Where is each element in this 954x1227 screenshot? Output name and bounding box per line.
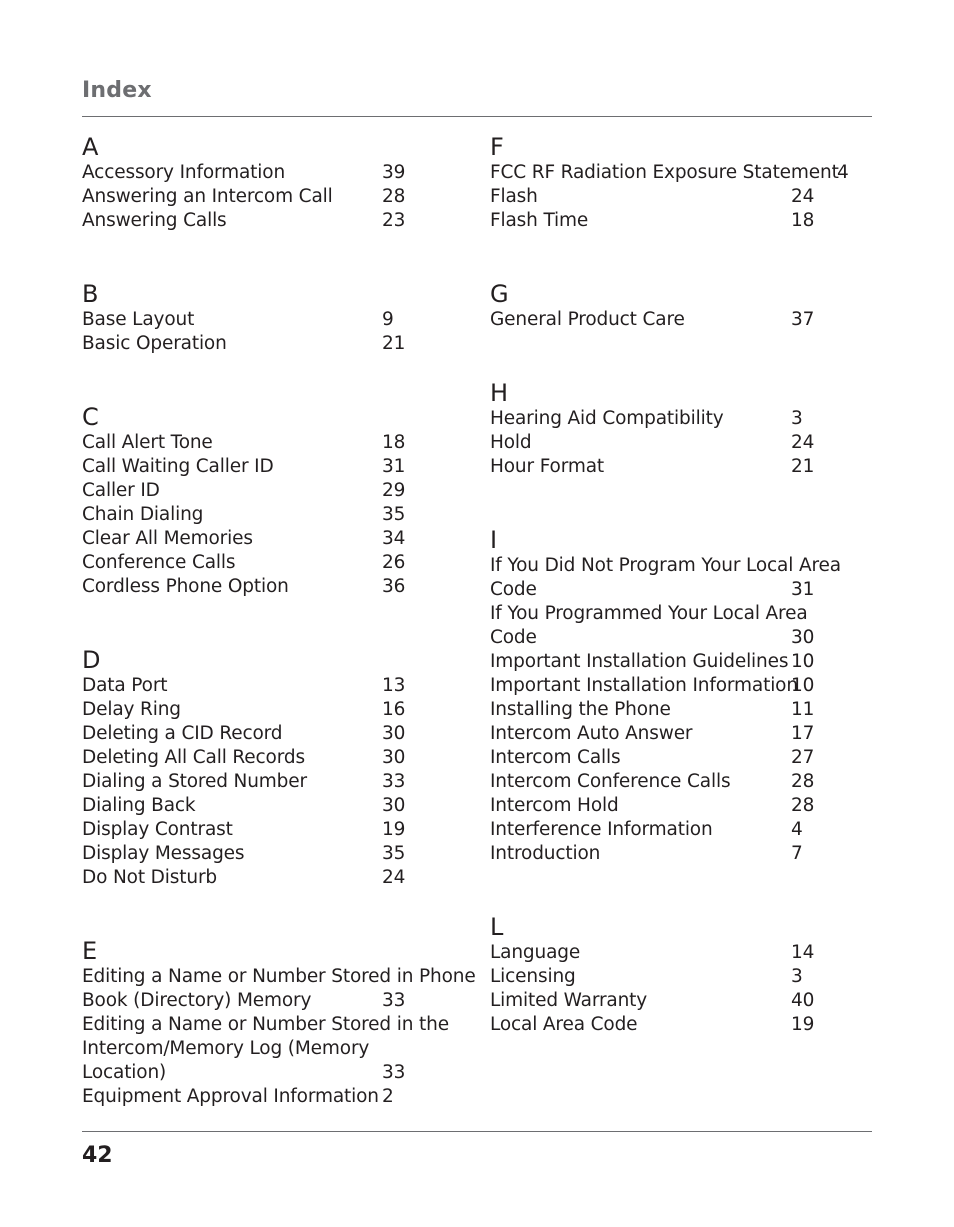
entry-term: If You Did Not Program Your Local Area [490,555,841,576]
entry-term: Flash Time [490,210,589,231]
entry-page-number: 9 [382,309,394,330]
entry-term: Introduction [490,843,601,864]
entry-page-number: 3 [791,966,803,987]
index-entry [490,455,860,479]
index-entry [82,722,462,746]
index-entry [490,602,860,626]
index-column-left [82,131,476,1109]
index-entry [490,161,860,185]
entry-page-number: 29 [382,480,406,501]
entry-page-number: 28 [791,795,815,816]
entry-term: Flash [490,186,538,207]
entry-term: Equipment Approval Information [82,1086,379,1107]
index-section-d [82,644,462,890]
index-entry [490,1013,860,1037]
entry-term: Data Port [82,675,168,696]
index-entry [490,818,860,842]
entry-term: Deleting All Call Records [82,747,305,768]
index-entry [82,503,462,527]
entry-term: Location) [82,1062,167,1083]
index-entry [82,989,462,1013]
entry-page-number: 30 [791,627,815,648]
index-section-g [490,278,860,332]
entry-term: Important Installation Guidelines [490,651,789,672]
entry-term: Conference Calls [82,552,236,573]
entry-term: Intercom Hold [490,795,619,816]
entry-page-number: 33 [382,1062,406,1083]
section-letter: B [82,280,99,308]
index-section-b [82,278,462,356]
entry-page-number: 13 [382,675,406,696]
index-entry [82,479,462,503]
entry-term: Intercom Conference Calls [490,771,731,792]
entry-page-number: 24 [791,186,815,207]
index-entry [490,674,860,698]
entry-page-number: 28 [791,771,815,792]
section-letter: G [490,280,509,308]
section-letter: C [82,403,99,431]
entry-term: Dialing a Stored Number [82,771,307,792]
index-section-i [490,524,860,866]
entry-page-number: 16 [382,699,406,720]
entry-term: Intercom Calls [490,747,621,768]
index-entry [490,650,860,674]
index-section-h [490,377,860,479]
entry-page-number: 10 [791,651,815,672]
section-letter: H [490,379,509,407]
entry-term: Answering an Intercom Call [82,186,333,207]
index-entry [490,185,860,209]
entry-term: If You Programmed Your Local Area [490,603,808,624]
entry-term: Book (Directory) Memory [82,990,312,1011]
entry-page-number: 37 [791,309,815,330]
entry-term: Delay Ring [82,699,181,720]
index-entry [490,308,860,332]
index-entry [82,209,462,233]
entry-term: Editing a Name or Number Stored in Phone [82,966,476,987]
entry-term: Licensing [490,966,576,987]
entry-page-number: 14 [791,942,815,963]
index-section-c [82,401,462,599]
entry-page-number: 4 [837,162,849,183]
index-section-l [490,911,860,1037]
index-entry [82,698,462,722]
index-section-a [82,131,462,233]
entry-term: Intercom Auto Answer [490,723,693,744]
section-letter: F [490,133,504,161]
index-section-f [490,131,860,233]
entry-page-number: 4 [791,819,803,840]
entry-term: Hearing Aid Compatibility [490,408,724,429]
page-number: 42 [82,1143,113,1168]
index-entry [82,770,462,794]
entry-page-number: 40 [791,990,815,1011]
index-entry [490,578,860,602]
index-entry [82,866,462,890]
index-entry [82,332,462,356]
page-header-title: Index [82,78,152,103]
entry-term: Clear All Memories [82,528,253,549]
entry-term: Hour Format [490,456,604,477]
entry-page-number: 21 [382,333,406,354]
section-letter: E [82,937,98,965]
entry-term: Language [490,942,581,963]
entry-term: Hold [490,432,532,453]
entry-page-number: 35 [382,504,406,525]
entry-page-number: 27 [791,747,815,768]
index-entry [82,431,462,455]
index-entry [82,185,462,209]
entry-term: Call Alert Tone [82,432,213,453]
index-entry [82,527,462,551]
entry-page-number: 39 [382,162,406,183]
index-entry [490,770,860,794]
index-entry [82,1085,462,1109]
entry-term: Local Area Code [490,1014,638,1035]
index-entry [490,431,860,455]
index-entry [82,965,476,989]
entry-page-number: 33 [382,771,406,792]
section-letter: L [490,913,504,941]
section-letter: D [82,646,101,674]
entry-page-number: 19 [791,1014,815,1035]
index-entry [490,698,860,722]
entry-page-number: 26 [382,552,406,573]
entry-term: Display Messages [82,843,245,864]
entry-page-number: 36 [382,576,406,597]
entry-page-number: 11 [791,699,815,720]
entry-page-number: 33 [382,990,406,1011]
index-entry [490,626,860,650]
entry-term: Installing the Phone [490,699,671,720]
footer-divider [82,1131,872,1132]
entry-term: Intercom/Memory Log (Memory [82,1038,370,1059]
index-entry [82,842,462,866]
index-entry [82,575,462,599]
entry-term: Answering Calls [82,210,227,231]
index-section-e [82,935,476,1109]
entry-term: Code [490,627,537,648]
entry-term: Interference Information [490,819,713,840]
entry-term: Display Contrast [82,819,233,840]
index-entry [490,722,860,746]
entry-term: Important Installation Information [490,675,798,696]
index-entry [490,407,860,431]
index-entry [82,1037,462,1061]
entry-page-number: 31 [382,456,406,477]
entry-page-number: 10 [791,675,815,696]
entry-term: Deleting a CID Record [82,723,283,744]
entry-term: General Product Care [490,309,685,330]
entry-page-number: 30 [382,723,406,744]
index-entry [82,794,462,818]
index-entry [82,551,462,575]
entry-term: Call Waiting Caller ID [82,456,274,477]
entry-page-number: 28 [382,186,406,207]
section-letter: I [490,526,498,554]
entry-term: Cordless Phone Option [82,576,289,597]
index-entry [82,455,462,479]
entry-page-number: 19 [382,819,406,840]
entry-term: Code [490,579,537,600]
entry-term: Editing a Name or Number Stored in the [82,1014,449,1035]
entry-term: Base Layout [82,309,195,330]
entry-page-number: 31 [791,579,815,600]
index-entry [490,965,860,989]
index-entry [490,941,860,965]
index-entry [490,554,860,578]
index-entry [82,1061,462,1085]
index-entry [82,746,462,770]
entry-page-number: 3 [791,408,803,429]
header-divider [82,116,872,117]
entry-page-number: 34 [382,528,406,549]
entry-page-number: 35 [382,843,406,864]
entry-term: Caller ID [82,480,160,501]
entry-term: Accessory Information [82,162,286,183]
entry-page-number: 2 [382,1086,394,1107]
index-entry [490,989,860,1013]
index-entry [490,794,860,818]
section-letter: A [82,133,99,161]
index-entry [82,161,462,185]
entry-term: Limited Warranty [490,990,648,1011]
index-entry [82,1013,462,1037]
index-entry [82,674,462,698]
entry-page-number: 18 [382,432,406,453]
index-entry [490,842,860,866]
entry-term: Basic Operation [82,333,227,354]
entry-term: Do Not Disturb [82,867,217,888]
entry-page-number: 21 [791,456,815,477]
entry-page-number: 30 [382,795,406,816]
entry-term: Dialing Back [82,795,196,816]
index-entry [82,308,462,332]
entry-page-number: 18 [791,210,815,231]
entry-page-number: 7 [791,843,803,864]
entry-page-number: 24 [791,432,815,453]
index-entry [490,209,860,233]
entry-term: Chain Dialing [82,504,204,525]
entry-page-number: 24 [382,867,406,888]
index-entry [82,818,462,842]
entry-page-number: 17 [791,723,815,744]
entry-term: FCC RF Radiation Exposure Statement [490,162,839,183]
entry-page-number: 23 [382,210,406,231]
entry-page-number: 30 [382,747,406,768]
index-column-right [490,131,860,1037]
index-entry [490,746,860,770]
